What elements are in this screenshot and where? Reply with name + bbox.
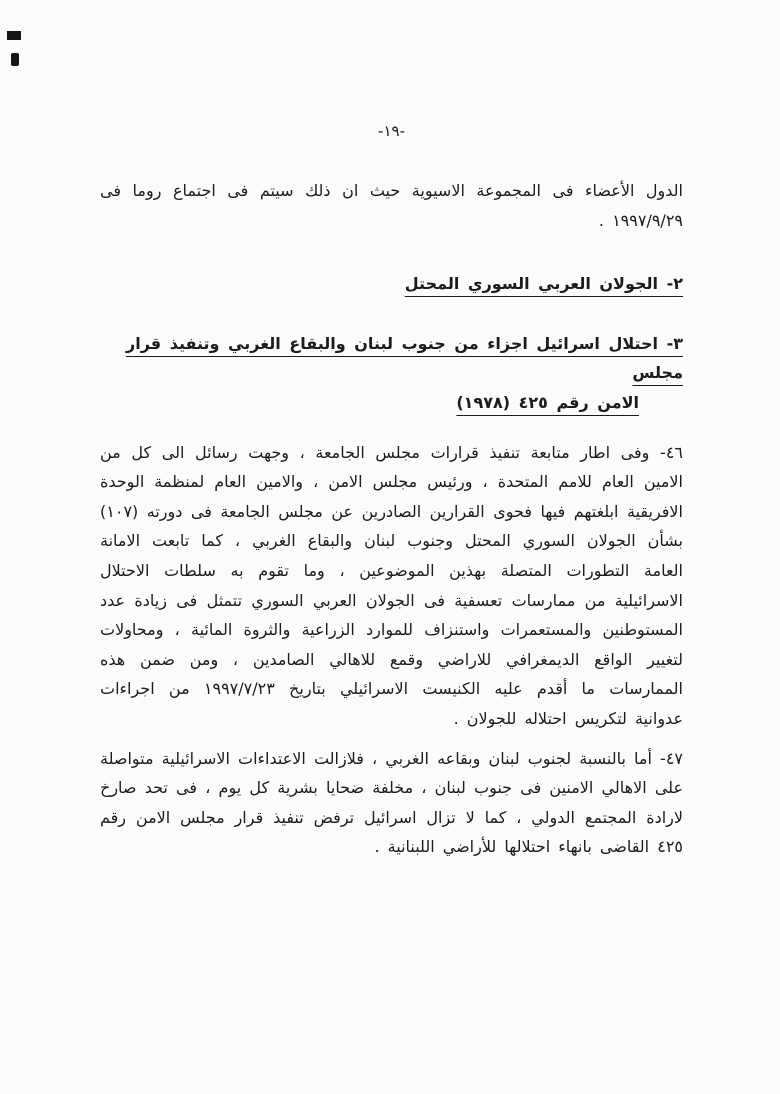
paragraph-46: ٤٦- وفى اطار متابعة تنفيذ قرارات مجلس الجامعة ، وجهت رسائل الى كل من الامين العام للامم المتحدة ، ورئيس مجلس الامن ، والامين العام لمنظمة الوحدة الافريقية ابلغتهم فيها فحوى القرارين الصادرين عن مجلس الجامعة فى دورته (١٠٧) بشأن الجولان السوري المحتل وجنوب لبنان والبقاع الغربي ، كما تابعت الامانة العامة التطورات المتصلة بهذين الموضوعين ، وما تقوم به سلطات الاحتلال الاسرائيلية من ممارسات تعسفية فى الجولان العربي السوري تتمثل فى زيادة عدد المستوطنين والمستعمرات واستنزاف للموارد الزراعية والثروة المائية ، ومحاولات لتغيير الواقع الديمغرافي للاراضي وقمع للاهالي الصامدين ، ومن ضمن هذه الممارسات ما أقدم عليه الكنيست الاسرائيلي بتاريخ ١٩٩٧/٧/٢٣ من اجراءات عدوانية لتكريس احتلاله للجولان . <box>100 442 683 728</box>
section-heading-lebanon-line2-text: الامن رقم ٤٢٥ (١٩٧٨) <box>456 392 639 412</box>
section-heading-golan <box>100 269 683 299</box>
section-heading-golan-text: ٢- الجولان العربي السوري المحتل <box>404 274 683 294</box>
section-heading-lebanon-line1-text: ٣- احتلال اسرائيل اجزاء من جنوب لبنان والبقاع الغربي وتنفيذ قرار مجلس <box>126 333 683 383</box>
scan-artifact <box>11 53 19 66</box>
paragraph-47: ٤٧- أما بالنسبة لجنوب لبنان وبقاعه الغربي ، فلازالت الاعتداءات الاسرائيلية متواصلة على الاهالي الامنين فى جنوب لبنان ، مخلفة ضحايا بشرية كل يوم ، فى تحد صارخ لارادة المجتمع الدولي ، كما لا تزال اسرائيل ترفض تنفيذ قرار مجلس الامن رقم ٤٢٥ القاضى بانهاء احتلالها للأراضي اللبنانية . <box>100 748 683 857</box>
intro-paragraph: الدول الأعضاء فى المجموعة الاسيوية حيث ان ذلك سيتم فى اجتماع روما فى ١٩٩٧/٩/٢٩ . <box>100 181 683 230</box>
section-heading-lebanon-line2 <box>100 388 683 418</box>
section-heading-lebanon <box>100 329 683 418</box>
section-heading-lebanon-line1 <box>100 329 683 388</box>
page-number: -١٩- <box>378 122 405 140</box>
scan-artifact <box>7 31 21 40</box>
